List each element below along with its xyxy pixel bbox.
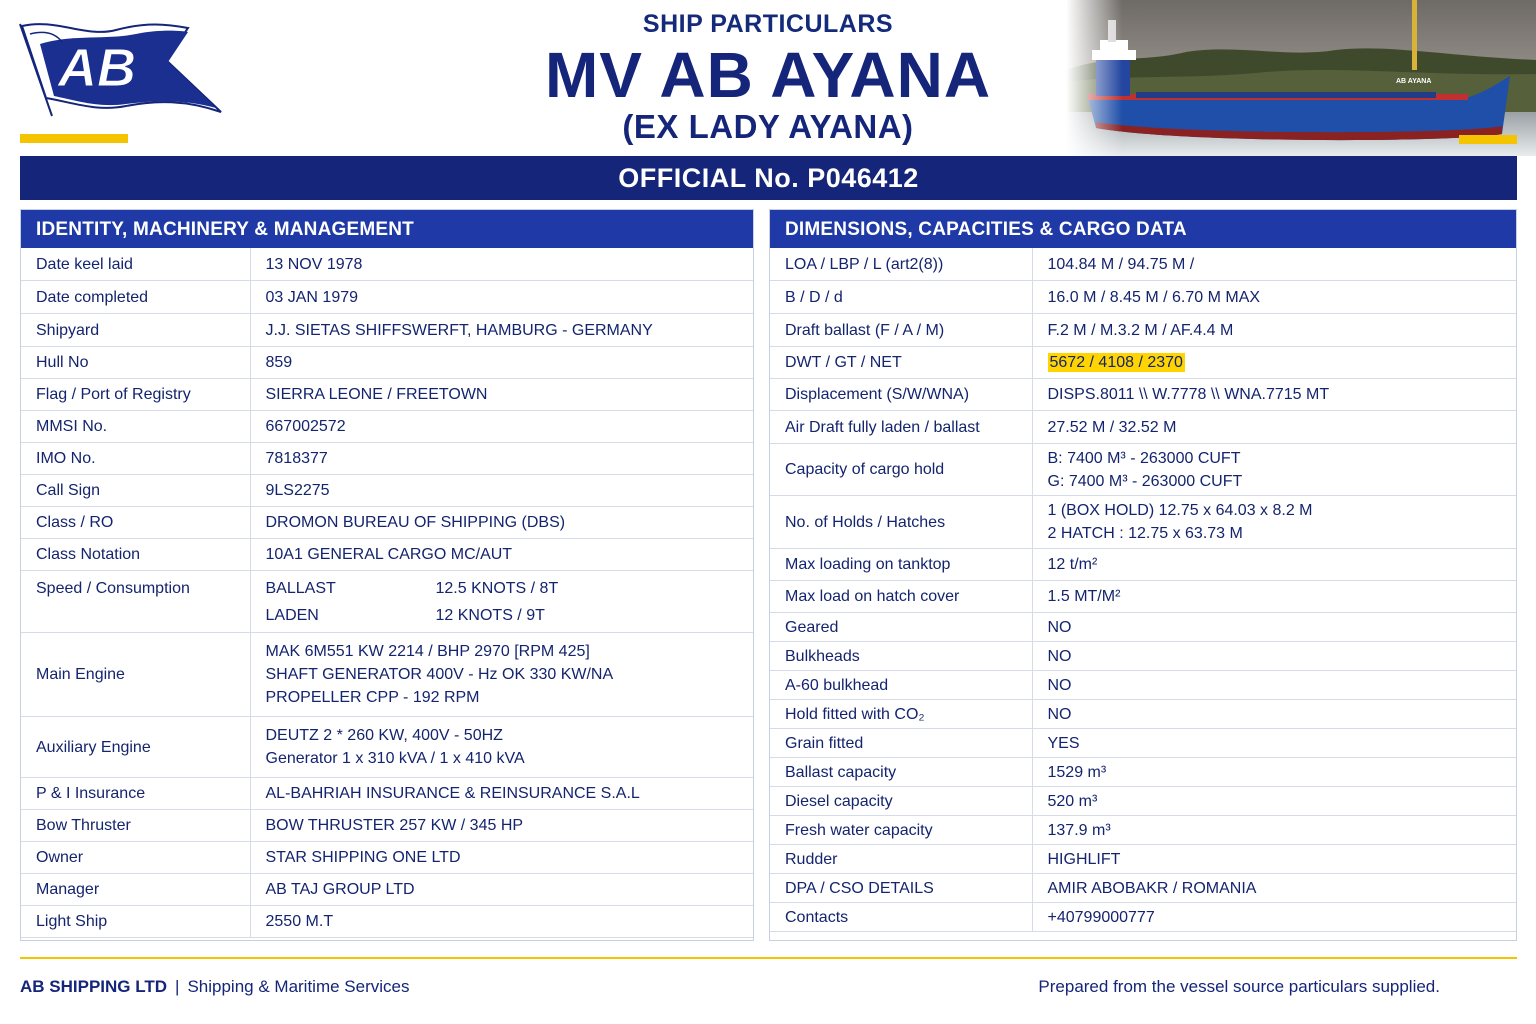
row-value bbox=[250, 810, 753, 842]
row-label bbox=[21, 379, 250, 411]
row-label bbox=[770, 613, 1032, 642]
table-row bbox=[770, 314, 1516, 347]
row-value-text: 10A1 GENERAL CARGO MC/AUT bbox=[265, 546, 513, 563]
row-value-text: B: 7400 M³ - 263000 CUFT bbox=[1047, 449, 1241, 467]
row-label bbox=[770, 444, 1032, 496]
table-row bbox=[770, 671, 1516, 700]
table-row bbox=[21, 717, 753, 778]
row-label bbox=[770, 729, 1032, 758]
table-row bbox=[770, 379, 1516, 411]
row-value-text: G: 7400 M³ - 263000 CUFT bbox=[1047, 472, 1243, 490]
table-row bbox=[21, 778, 753, 810]
row-value bbox=[1032, 444, 1516, 496]
table-row bbox=[770, 642, 1516, 671]
row-label-text: Class / RO bbox=[36, 514, 114, 531]
row-value bbox=[1032, 549, 1516, 581]
table-row bbox=[770, 496, 1516, 549]
row-value-text: DISPS.8011 \\ W.7778 \\ WNA.7715 MT bbox=[1047, 386, 1330, 403]
row-value bbox=[1032, 248, 1516, 281]
row-label-text: P & I Insurance bbox=[36, 785, 146, 802]
row-label-text: Displacement (S/W/WNA) bbox=[785, 386, 970, 403]
row-value-text: AB TAJ GROUP LTD bbox=[265, 881, 415, 898]
row-value bbox=[1032, 671, 1516, 700]
row-label-text: Shipyard bbox=[36, 321, 100, 339]
row-value bbox=[1032, 787, 1516, 816]
row-value-text: F.2 M / M.3.2 M / AF.4.4 M bbox=[1047, 321, 1234, 339]
table-row bbox=[770, 281, 1516, 314]
row-label-text: IMO No. bbox=[36, 450, 96, 467]
table-row bbox=[21, 248, 753, 281]
row-label bbox=[770, 347, 1032, 379]
row-value-text: HIGHLIFT bbox=[1047, 850, 1121, 868]
row-label bbox=[770, 496, 1032, 549]
row-value bbox=[250, 717, 753, 778]
row-value-text: 16.0 M / 8.45 M / 6.70 M MAX bbox=[1047, 288, 1261, 306]
row-value bbox=[250, 874, 753, 906]
row-label bbox=[21, 778, 250, 810]
footer-tagline: Shipping & Maritime Services bbox=[187, 977, 410, 996]
table-row bbox=[21, 314, 753, 347]
row-label-text: MMSI No. bbox=[36, 418, 108, 435]
row-value bbox=[1032, 845, 1516, 874]
footer-note: Prepared from the vessel source particulars supplied. bbox=[1038, 977, 1440, 996]
vessel-photo bbox=[1066, 0, 1536, 156]
row-label-text: Hold fitted with CO₂ bbox=[785, 705, 925, 723]
row-value-text: NO bbox=[1047, 705, 1072, 723]
row-value bbox=[250, 571, 753, 633]
row-label-text: Max load on hatch cover bbox=[785, 588, 960, 605]
row-value-text: J.J. SIETAS SHIFFSWERFT, HAMBURG - GERMANY bbox=[265, 321, 653, 339]
row-label-text: Bulkheads bbox=[785, 647, 860, 665]
row-value bbox=[1032, 314, 1516, 347]
table-row bbox=[770, 903, 1516, 932]
row-label-text: Manager bbox=[36, 881, 100, 898]
row-label bbox=[770, 411, 1032, 444]
row-value bbox=[1032, 729, 1516, 758]
row-label-text: Diesel capacity bbox=[785, 792, 893, 810]
row-label bbox=[21, 539, 250, 571]
document-subtitle: SHIP PARTICULARS bbox=[642, 10, 894, 38]
row-value bbox=[250, 347, 753, 379]
footer-company bbox=[20, 977, 409, 997]
table-row bbox=[770, 444, 1516, 496]
row-label bbox=[21, 411, 250, 443]
row-label bbox=[770, 903, 1032, 932]
footer-divider bbox=[20, 957, 1517, 959]
row-label-text: Rudder bbox=[785, 850, 838, 868]
row-value-text: 1 (BOX HOLD) 12.75 x 64.03 x 8.2 M bbox=[1047, 502, 1313, 519]
row-value-text: +40799000777 bbox=[1047, 908, 1155, 926]
row-value-text: 104.84 M / 94.75 M / bbox=[1047, 255, 1195, 273]
speed-mode: BALLAST bbox=[265, 579, 336, 597]
row-label bbox=[21, 906, 250, 938]
identity-table bbox=[21, 248, 753, 938]
row-value bbox=[250, 539, 753, 571]
row-value bbox=[250, 379, 753, 411]
row-label-text: Capacity of cargo hold bbox=[785, 461, 945, 478]
row-value bbox=[250, 842, 753, 874]
row-label bbox=[21, 842, 250, 874]
row-label bbox=[770, 787, 1032, 816]
row-label-text: No. of Holds / Hatches bbox=[785, 513, 946, 531]
table-row bbox=[770, 787, 1516, 816]
row-value bbox=[1032, 613, 1516, 642]
row-label bbox=[770, 581, 1032, 613]
row-value-text: YES bbox=[1047, 734, 1080, 752]
row-value bbox=[1032, 496, 1516, 549]
row-label-text: DWT / GT / NET bbox=[785, 354, 902, 371]
row-label bbox=[770, 642, 1032, 671]
row-value bbox=[250, 248, 753, 281]
row-value-text: 1529 m³ bbox=[1047, 763, 1107, 781]
row-label bbox=[21, 314, 250, 347]
row-label bbox=[770, 671, 1032, 700]
row-value-text: MAK 6M551 KW 2214 / BHP 2970 [RPM 425] bbox=[265, 643, 590, 660]
table-row bbox=[21, 411, 753, 443]
speed-value: 12 KNOTS / 9T bbox=[435, 606, 545, 624]
table-row bbox=[21, 539, 753, 571]
row-label-text: Main Engine bbox=[36, 666, 125, 683]
row-label bbox=[21, 281, 250, 314]
row-value bbox=[250, 314, 753, 347]
table-row bbox=[21, 906, 753, 938]
row-label-text: Date keel laid bbox=[36, 255, 133, 273]
row-label-text: Owner bbox=[36, 849, 84, 866]
table-row bbox=[770, 845, 1516, 874]
vessel-name-title: MV AB AYANA bbox=[544, 39, 992, 111]
row-label-text: Speed / Consumption bbox=[36, 580, 190, 597]
row-label bbox=[21, 874, 250, 906]
row-value-text: STAR SHIPPING ONE LTD bbox=[265, 849, 461, 866]
row-label-text: Date completed bbox=[36, 288, 149, 306]
row-value bbox=[250, 281, 753, 314]
table-row bbox=[21, 475, 753, 507]
row-label bbox=[770, 281, 1032, 314]
row-value-text: SIERRA LEONE / FREETOWN bbox=[265, 386, 488, 403]
row-value bbox=[250, 475, 753, 507]
table-row bbox=[21, 810, 753, 842]
row-value-text: 27.52 M / 32.52 M bbox=[1047, 418, 1177, 436]
row-label-text: LOA / LBP / L (art2(8)) bbox=[785, 255, 944, 273]
table-row bbox=[770, 549, 1516, 581]
row-value bbox=[250, 906, 753, 938]
row-label-text: Draft ballast (F / A / M) bbox=[785, 321, 945, 339]
row-value-text: AMIR ABOBAKR / ROMANIA bbox=[1047, 879, 1257, 897]
row-value-text: BOW THRUSTER 257 KW / 345 HP bbox=[265, 817, 524, 834]
row-value-text: DEUTZ 2 * 260 KW, 400V - 50HZ bbox=[265, 727, 503, 744]
row-label bbox=[770, 549, 1032, 581]
row-label-text: Contacts bbox=[785, 908, 849, 926]
row-value-text: NO bbox=[1047, 676, 1072, 694]
row-label-text: A-60 bulkhead bbox=[785, 676, 889, 694]
row-label-text: Call Sign bbox=[36, 482, 101, 499]
table-row bbox=[770, 581, 1516, 613]
row-value-text: 1.5 MT/M² bbox=[1047, 588, 1121, 605]
table-row bbox=[21, 347, 753, 379]
row-label-text: DPA / CSO DETAILS bbox=[785, 879, 934, 897]
row-label-text: Ballast capacity bbox=[785, 763, 897, 781]
table-row bbox=[21, 443, 753, 475]
row-value bbox=[250, 443, 753, 475]
row-value-text: 859 bbox=[265, 354, 293, 371]
row-label-text: Light Ship bbox=[36, 913, 108, 930]
table-row bbox=[770, 411, 1516, 444]
table-row bbox=[770, 613, 1516, 642]
table-row bbox=[21, 874, 753, 906]
row-value-text: 137.9 m³ bbox=[1047, 821, 1111, 839]
row-label-text: Class Notation bbox=[36, 546, 141, 563]
logo-text: AB bbox=[58, 38, 136, 98]
row-label bbox=[770, 874, 1032, 903]
row-value-text: AL-BAHRIAH INSURANCE & REINSURANCE S.A.L bbox=[265, 785, 640, 802]
row-value-text: DROMON BUREAU OF SHIPPING (DBS) bbox=[265, 514, 566, 531]
row-label-text: Bow Thruster bbox=[36, 817, 131, 834]
row-value-text: PROPELLER CPP - 192 RPM bbox=[265, 689, 480, 706]
row-label bbox=[21, 571, 250, 633]
photo-accent-bar bbox=[1459, 135, 1517, 144]
row-value bbox=[1032, 758, 1516, 787]
row-value bbox=[250, 633, 753, 717]
table-row bbox=[770, 874, 1516, 903]
row-value bbox=[1032, 411, 1516, 444]
table-row bbox=[21, 633, 753, 717]
highlighted-value: 5672 / 4108 / 2370 bbox=[1049, 354, 1183, 371]
row-value bbox=[250, 411, 753, 443]
row-label bbox=[21, 443, 250, 475]
row-value-text: 13 NOV 1978 bbox=[265, 255, 363, 273]
row-label bbox=[770, 816, 1032, 845]
row-value-text: 520 m³ bbox=[1047, 792, 1098, 810]
row-label bbox=[21, 810, 250, 842]
official-number-banner: OFFICIAL No. P046412 bbox=[20, 156, 1517, 200]
row-label bbox=[21, 248, 250, 281]
identity-machinery-panel bbox=[20, 209, 754, 941]
row-value bbox=[250, 778, 753, 810]
row-label bbox=[770, 248, 1032, 281]
table-row bbox=[21, 571, 753, 633]
table-row bbox=[770, 729, 1516, 758]
row-value-text: SHAFT GENERATOR 400V - Hz OK 330 KW/NA bbox=[265, 666, 614, 683]
row-label bbox=[770, 700, 1032, 729]
row-value bbox=[1032, 379, 1516, 411]
row-label-text: Hull No bbox=[36, 354, 89, 371]
row-value-text: 667002572 bbox=[265, 418, 346, 435]
footer-company-name: AB SHIPPING LTD bbox=[20, 977, 168, 996]
row-label-text: Geared bbox=[785, 618, 839, 636]
row-label-text: Air Draft fully laden / ballast bbox=[785, 418, 980, 436]
row-value bbox=[1032, 903, 1516, 932]
dimensions-capacities-panel bbox=[769, 209, 1517, 941]
row-value-text: 2550 M.T bbox=[265, 913, 334, 930]
row-label bbox=[21, 717, 250, 778]
row-label-text: Flag / Port of Registry bbox=[36, 386, 191, 403]
row-value-text: 2 HATCH : 12.75 x 63.73 M bbox=[1047, 525, 1243, 542]
dimensions-table bbox=[770, 248, 1516, 932]
table-row bbox=[21, 507, 753, 539]
table-row bbox=[770, 248, 1516, 281]
row-value-text: Generator 1 x 310 kVA / 1 x 410 kVA bbox=[265, 750, 525, 767]
former-vessel-name: (EX LADY AYANA) bbox=[622, 108, 914, 145]
row-value bbox=[1032, 700, 1516, 729]
row-label-text: B / D / d bbox=[785, 288, 843, 306]
row-value-text: NO bbox=[1047, 647, 1072, 665]
row-value-text: 03 JAN 1979 bbox=[265, 288, 359, 306]
row-value-text: 7818377 bbox=[265, 450, 328, 467]
row-value bbox=[1032, 874, 1516, 903]
row-label bbox=[21, 633, 250, 717]
row-value-text: NO bbox=[1047, 618, 1072, 636]
row-label bbox=[21, 347, 250, 379]
row-label bbox=[770, 314, 1032, 347]
table-row bbox=[770, 816, 1516, 845]
row-label-text: Fresh water capacity bbox=[785, 821, 933, 839]
row-label bbox=[21, 475, 250, 507]
row-label-text: Max loading on tanktop bbox=[785, 556, 951, 573]
row-value-text: 12 t/m² bbox=[1047, 556, 1098, 573]
table-row bbox=[770, 347, 1516, 379]
row-label-text: Grain fitted bbox=[785, 734, 864, 752]
row-value-text: 9LS2275 bbox=[265, 482, 330, 499]
panel-title: DIMENSIONS, CAPACITIES & CARGO DATA bbox=[770, 210, 1516, 248]
row-value bbox=[1032, 816, 1516, 845]
row-label bbox=[770, 845, 1032, 874]
row-value bbox=[1032, 642, 1516, 671]
row-value bbox=[1032, 347, 1516, 379]
row-value bbox=[1032, 581, 1516, 613]
row-label-text: Auxiliary Engine bbox=[36, 738, 151, 756]
row-value bbox=[250, 507, 753, 539]
table-row bbox=[770, 700, 1516, 729]
table-row bbox=[21, 842, 753, 874]
row-label bbox=[770, 379, 1032, 411]
row-value bbox=[1032, 281, 1516, 314]
row-label bbox=[21, 507, 250, 539]
table-row bbox=[770, 758, 1516, 787]
row-label bbox=[770, 758, 1032, 787]
table-row bbox=[21, 379, 753, 411]
footer-separator: | bbox=[175, 977, 180, 996]
table-row bbox=[21, 281, 753, 314]
speed-mode: LADEN bbox=[265, 606, 319, 624]
speed-value: 12.5 KNOTS / 8T bbox=[435, 579, 559, 597]
panel-title: IDENTITY, MACHINERY & MANAGEMENT bbox=[21, 210, 753, 248]
